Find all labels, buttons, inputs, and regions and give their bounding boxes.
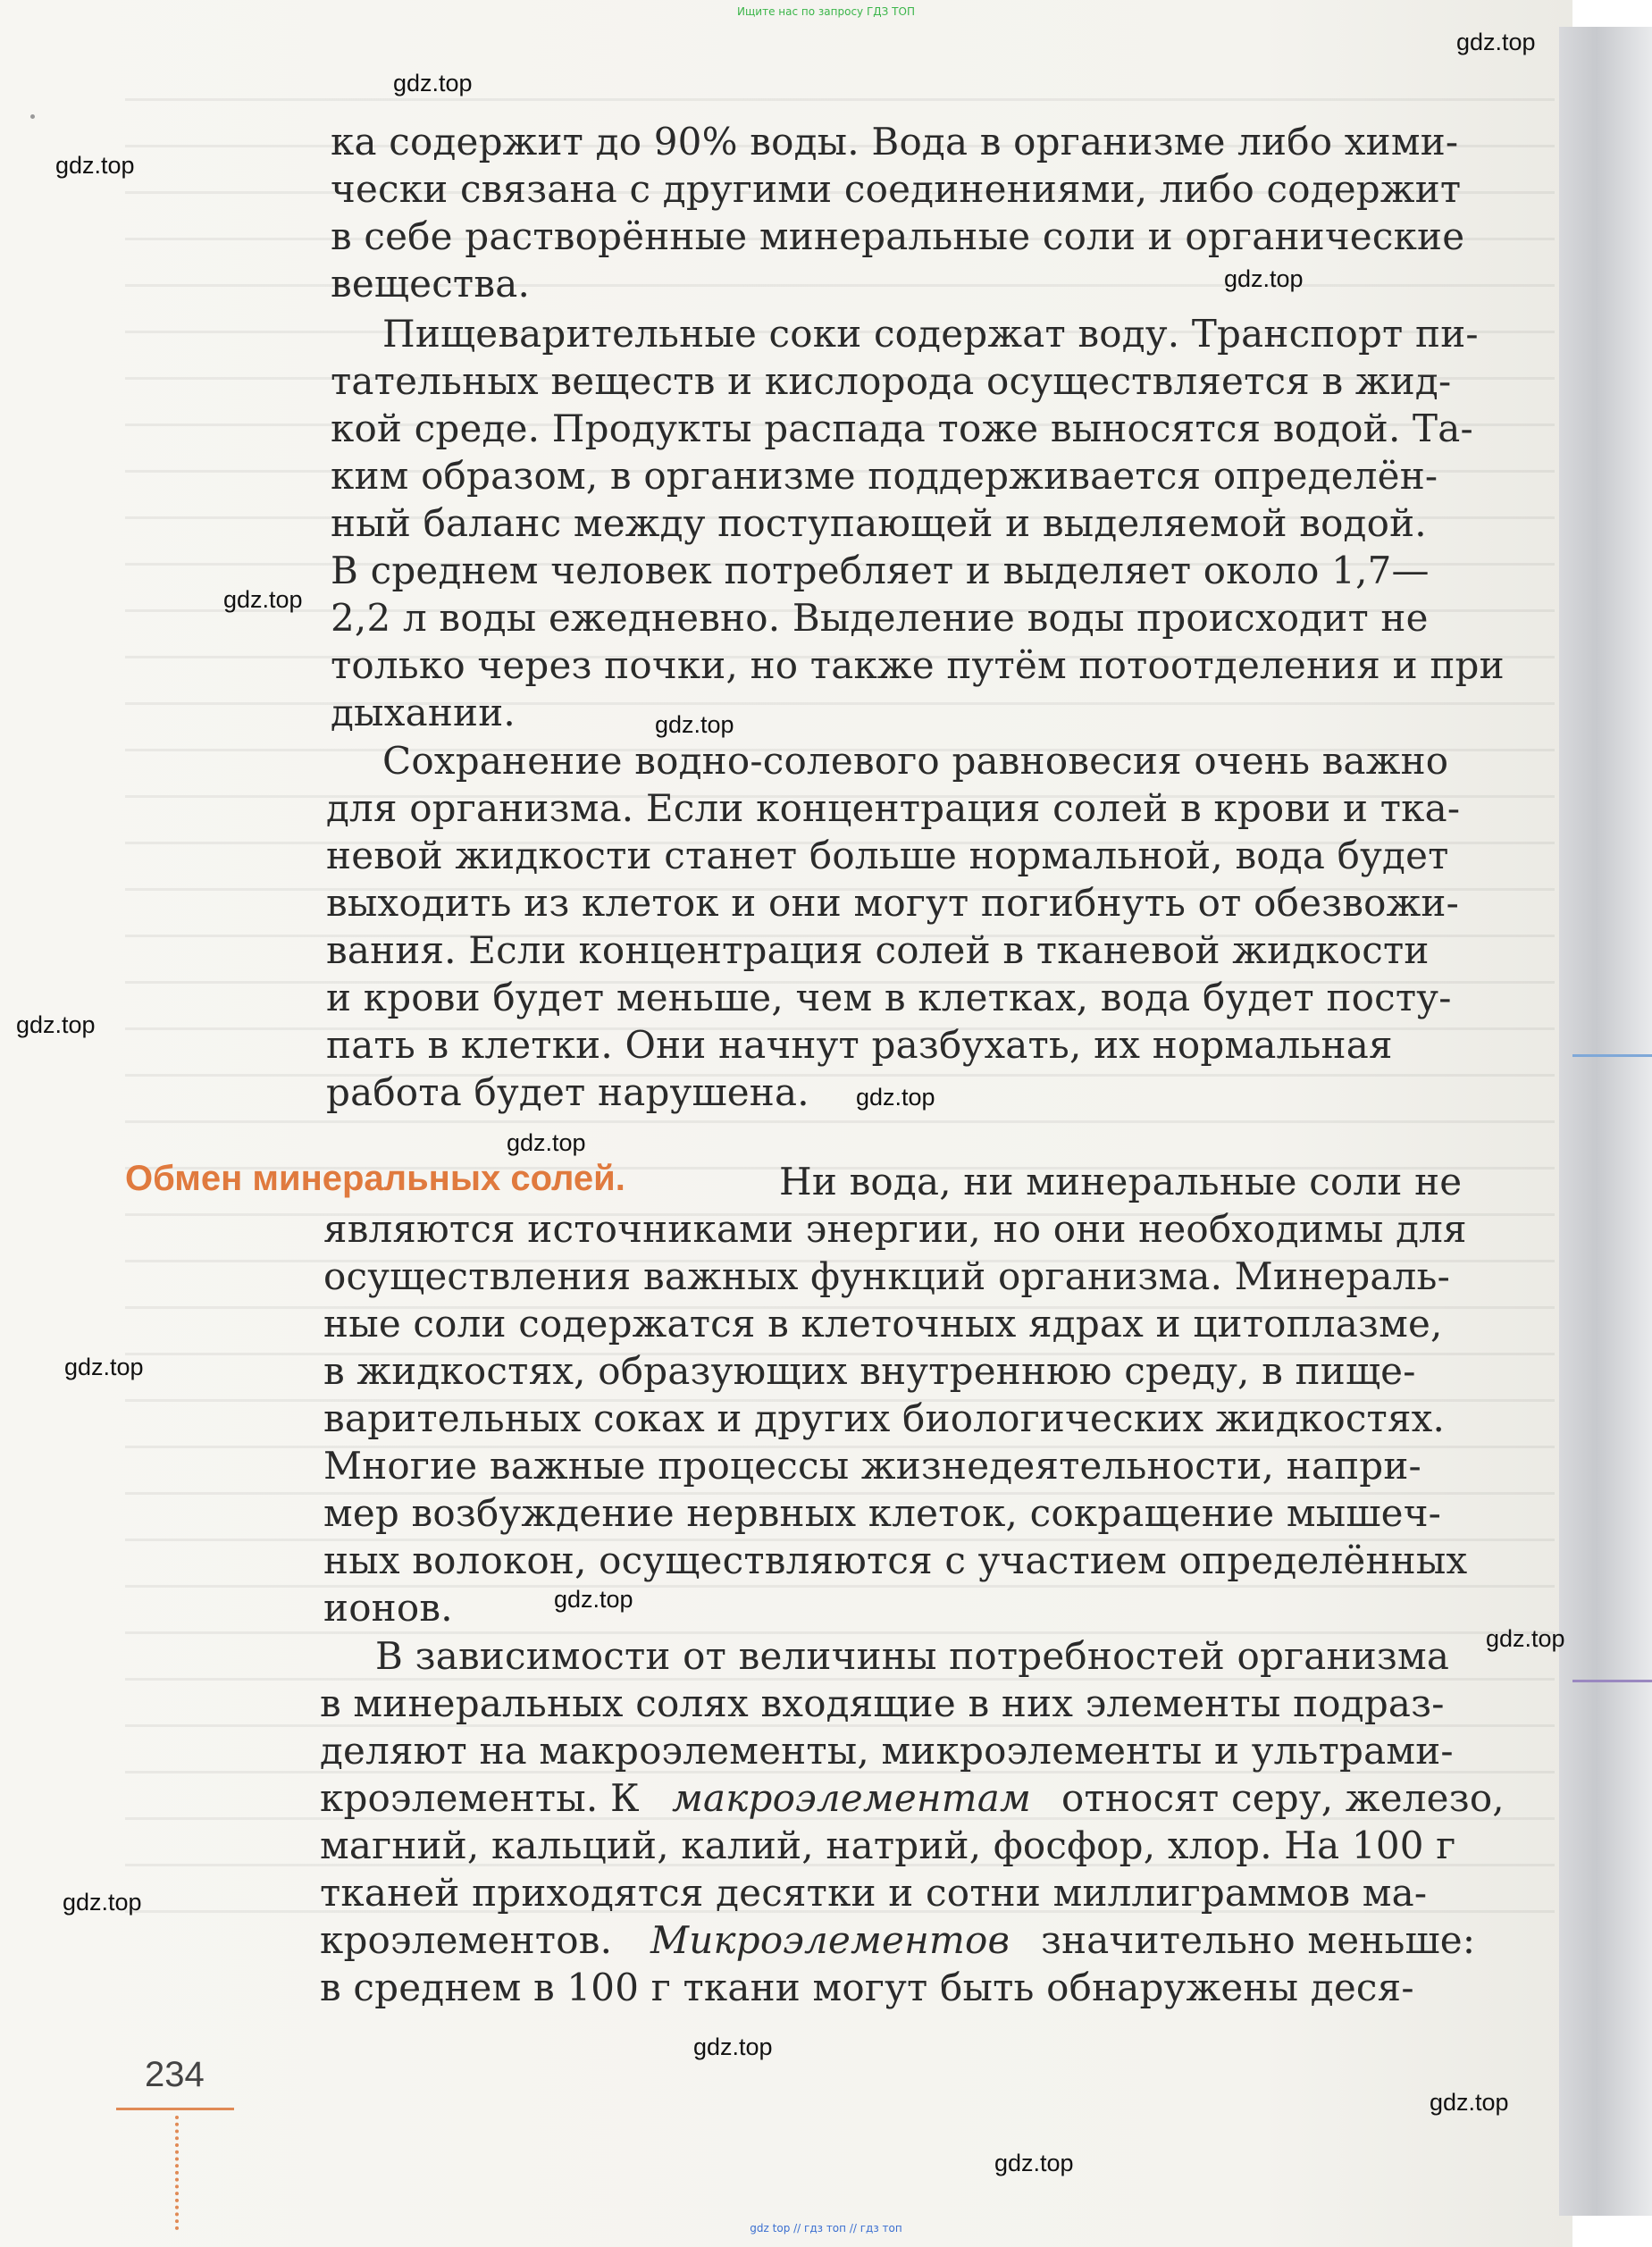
text-line: для организма. Если концентрация солей в крови и тка- <box>326 786 1461 830</box>
margin-color-line <box>1572 1680 1652 1682</box>
text-line: в себе растворённые минеральные соли и органические <box>331 214 1465 258</box>
section-heading: Обмен минеральных солей. <box>125 1159 625 1198</box>
watermark: gdz.top <box>693 2033 773 2060</box>
text-line: ные соли содержатся в клеточных ядрах и цитоплазме, <box>323 1302 1443 1346</box>
text-line: в среднем в 100 г ткани могут быть обнаружены деся- <box>320 1966 1414 2009</box>
text-line: магний, кальций, калий, натрий, фосфор, хлор. На 100 г <box>320 1824 1456 1867</box>
text-line: чески связана с другими соединениями, либо содержит <box>331 167 1462 211</box>
text-line: 2,2 л воды ежедневно. Выделение воды происходит не <box>331 596 1429 640</box>
text-line: ионов. <box>323 1586 453 1630</box>
watermark: gdz.top <box>554 1586 633 1613</box>
watermark: gdz.top <box>55 152 135 179</box>
text-line: относят серу, железо, <box>1061 1776 1505 1820</box>
text-line: Многие важные процессы жизнедеятельности, напри- <box>323 1444 1421 1488</box>
page-number-rule <box>116 2108 234 2110</box>
text-line: В среднем человек потребляет и выделяет около 1,7— <box>331 549 1430 592</box>
watermark: gdz.top <box>1486 1625 1565 1652</box>
footer-note: gdz top // гдз топ // гдз топ <box>750 2222 902 2234</box>
margin-color-line <box>1572 1054 1652 1057</box>
italic-term: Микроэлементов <box>650 1918 1010 1962</box>
watermark: gdz.top <box>655 711 734 738</box>
text-line: выходить из клеток и они могут погибнуть от обезвожи- <box>326 881 1460 925</box>
text-line: ных волокон, осуществляются с участием определённых <box>323 1539 1468 1582</box>
text-line: ка содержит до 90% воды. Вода в организме либо хими- <box>331 120 1459 163</box>
text-line: дыхании. <box>331 691 516 734</box>
watermark: gdz.top <box>856 1084 935 1111</box>
text-line: тканей приходятся десятки и сотни миллиграммов ма- <box>320 1871 1428 1915</box>
watermark: gdz.top <box>63 1889 142 1916</box>
watermark: gdz.top <box>1430 2089 1509 2116</box>
watermark: gdz.top <box>16 1011 96 1038</box>
watermark: gdz.top <box>994 2150 1074 2176</box>
text-line: вания. Если концентрация солей в тканевой жидкости <box>326 928 1430 972</box>
text-line: Ни вода, ни минеральные соли не <box>779 1160 1463 1203</box>
text-line: и крови будет меньше, чем в клетках, вода будет посту- <box>326 976 1452 1019</box>
text-line: деляют на макроэлементы, микроэлементы и ультрами- <box>320 1729 1454 1773</box>
text-line: являются источниками энергии, но они необходимы для <box>323 1207 1467 1251</box>
text-line: кроэлементов. <box>320 1918 613 1962</box>
text-line: невой жидкости станет больше нормальной, вода будет <box>326 834 1449 877</box>
watermark: gdz.top <box>1456 29 1536 55</box>
text-line: варительных соках и других биологических жидкостях. <box>323 1396 1446 1440</box>
text-line: ким образом, в организме поддерживается определён- <box>331 454 1438 498</box>
text-line: ный баланс между поступающей и выделяемой водой. <box>331 501 1427 545</box>
watermark: gdz.top <box>393 70 473 96</box>
text-line: кроэлементы. К <box>320 1776 640 1820</box>
book-spine-shadow <box>1559 27 1652 2216</box>
watermark: gdz.top <box>1224 265 1304 292</box>
text-line: значительно меньше: <box>1041 1918 1476 1962</box>
text-line: вещества. <box>331 262 530 306</box>
watermark: gdz.top <box>223 586 303 613</box>
text-line: в минеральных солях входящие в них элементы подраз- <box>320 1681 1445 1725</box>
page-number: 234 <box>145 2055 205 2094</box>
margin-dot <box>30 114 35 119</box>
watermark: gdz.top <box>507 1129 586 1156</box>
page-number-dots <box>175 2116 179 2230</box>
text-line: только через почки, но также путём потоотделения и при <box>331 643 1505 687</box>
text-line: мер возбуждение нервных клеток, сокращение мышеч- <box>323 1491 1442 1535</box>
text-line: Пищеварительные соки содержат воду. Транспорт пи- <box>382 312 1479 356</box>
text-line: работа будет нарушена. <box>326 1070 809 1114</box>
header-note: Ищите нас по запросу ГДЗ ТОП <box>737 5 915 18</box>
watermark: gdz.top <box>64 1354 144 1380</box>
text-line: кой среде. Продукты распада тоже выносятся водой. Та- <box>331 407 1473 450</box>
italic-term: макроэлементам <box>672 1776 1032 1820</box>
text-line: в жидкостях, образующих внутреннюю среду, в пище- <box>323 1349 1416 1393</box>
text-line: Сохранение водно-солевого равновесия очень важно <box>382 739 1449 783</box>
text-line: осуществления важных функций организма. Минераль- <box>323 1254 1450 1298</box>
text-line: В зависимости от величины потребностей организма <box>375 1634 1450 1678</box>
text-line: пать в клетки. Они начнут разбухать, их нормальная <box>326 1023 1393 1067</box>
text-line: тательных веществ и кислорода осуществляется в жид- <box>331 359 1452 403</box>
